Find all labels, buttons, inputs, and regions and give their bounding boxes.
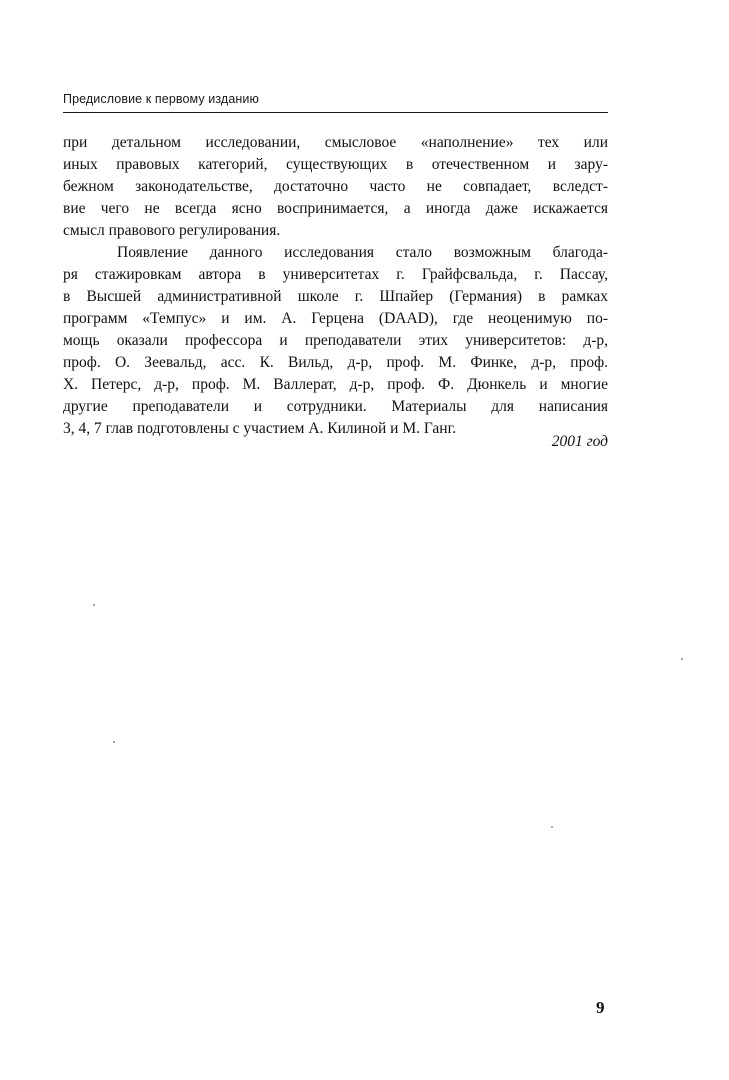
scan-speck	[681, 658, 683, 660]
scan-speck	[551, 826, 553, 828]
text-line: 3, 4, 7 глав подготовлены с участием А. Килиной и М. Ганг.	[63, 420, 457, 437]
text-line: программ «Темпус» и им. А. Герцена (DAAD), где неоценимую по-	[63, 310, 608, 327]
running-header	[63, 92, 608, 113]
paragraph-1	[63, 132, 608, 242]
scan-speck	[93, 604, 95, 606]
text-line: проф. О. Зеевальд, асс. К. Вильд, д-р, проф. М. Финке, д-р, проф.	[63, 354, 608, 371]
text-line: Х. Петерс, д-р, проф. М. Валлерат, д-р, проф. Ф. Дюнкель и многие	[63, 376, 608, 393]
text-line: в Высшей административной школе г. Шпайер (Германия) в рамках	[63, 288, 608, 305]
scan-speck	[113, 741, 115, 743]
date-signature: 2001 год	[551, 433, 608, 450]
body-text	[63, 132, 608, 440]
text-line: другие преподаватели и сотрудники. Материалы для написания	[63, 398, 608, 415]
text-line: мощь оказали профессора и преподаватели этих университетов: д-р,	[63, 332, 608, 349]
text-line: ря стажировкам автора в университетах г. Грайфсвальда, г. Пассау,	[63, 266, 608, 283]
text-line: Появление данного исследования стало возможным благода-	[117, 244, 608, 261]
paragraph-2	[63, 242, 608, 440]
text-line: вие чего не всегда ясно воспринимается, а иногда даже искажается	[63, 200, 608, 217]
text-line: смысл правового регулирования.	[63, 222, 281, 239]
page-number: 9	[596, 998, 605, 1017]
running-header-title: Предисловие к первому изданию	[63, 92, 259, 106]
text-line: бежном законодательстве, достаточно часто не совпадает, вследст-	[63, 178, 608, 195]
text-line: при детальном исследовании, смысловое «наполнение» тех или	[63, 134, 608, 151]
text-line: иных правовых категорий, существующих в отечественном и зару-	[63, 156, 608, 173]
